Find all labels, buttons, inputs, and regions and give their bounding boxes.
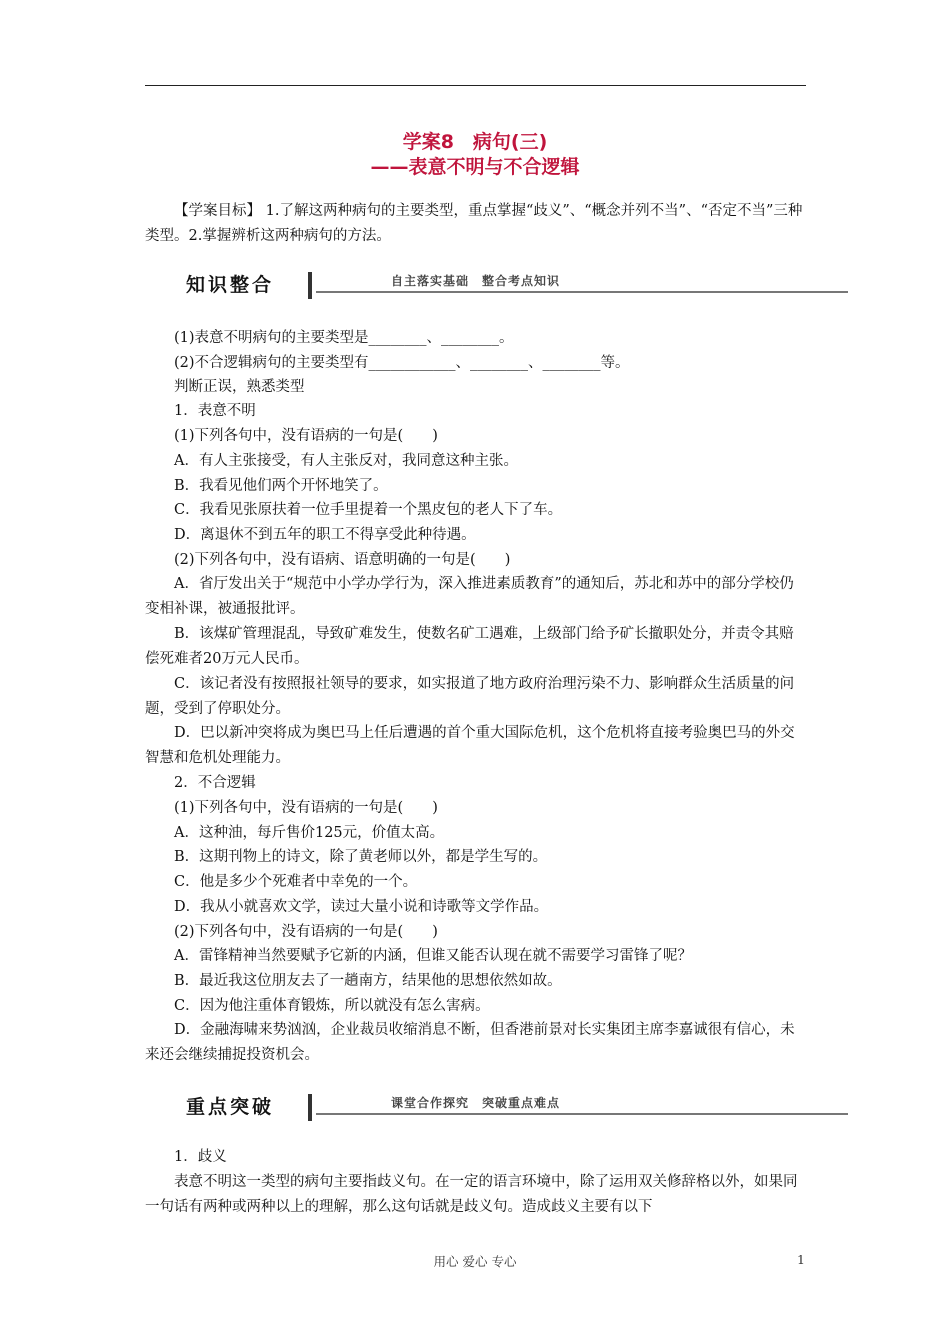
header-rule — [145, 85, 806, 86]
option: D．金融海啸来势汹汹，企业裁员收缩消息不断，但香港前景对长实集团主席李嘉诚很有信心，未来还会继续捕捉投资机会。 — [145, 1022, 795, 1063]
text-line: 1．歧义 — [174, 1149, 227, 1165]
question-stem: (2)下列各句中，没有语病的一句是( ) — [174, 924, 438, 940]
option: A．雷锋精神当然要赋予它新的内涵，但谁又能否认现在就不需要学习雷锋了呢？ — [174, 948, 692, 964]
option: C．我看见张原扶着一位手里提着一个黑皮包的老人下了车。 — [174, 502, 563, 518]
option: B．该煤矿管理混乱，导致矿难发生，使数名矿工遇难，上级部门给予矿长撤职处分，并责令其赔偿死难者20万元人民币。 — [145, 626, 794, 667]
section-banner-keypoints — [176, 1092, 848, 1122]
question-stem: (1)下列各句中，没有语病的一句是( ) — [174, 428, 438, 444]
option: A．这种油，每斤售价125元，价值太高。 — [174, 825, 445, 841]
page-number: 1 — [797, 1252, 805, 1267]
banner-divider — [308, 272, 312, 299]
section-tagline: 自主落实基础 整合考点知识 — [391, 274, 561, 288]
option: D．离退休不到五年的职工不得享受此种待遇。 — [174, 527, 476, 543]
question-stem: (1)下列各句中，没有语病的一句是( ) — [174, 800, 438, 816]
banner-divider — [308, 1094, 312, 1121]
section-banner-knowledge — [176, 270, 848, 300]
option: A．省厅发出关于“规范中小学办学行为，深入推进素质教育”的通知后，苏北和苏中的部分学校仍变相补课，被通报批评。 — [145, 576, 794, 617]
section-tagline: 课堂合作探究 突破重点难点 — [391, 1096, 561, 1110]
option: C．他是多少个死难者中幸免的一个。 — [174, 874, 418, 890]
question-stem: (2)下列各句中，没有语病、语意明确的一句是( ) — [174, 552, 511, 568]
option: D．我从小就喜欢文学，读过大量小说和诗歌等文学作品。 — [174, 899, 549, 915]
learning-objective: 【学案目标】 1.了解这两种病句的主要类型，重点掌握“歧义”、“概念并列不当”、“否定不当”三种类型。2.掌握辨析这两种病句的方法。 — [145, 203, 803, 244]
option: B．最近我这位朋友去了一趟南方，结果他的思想依然如故。 — [174, 973, 562, 989]
section-label: 重点突破 — [186, 1096, 275, 1118]
footer-motto: 用心 爱心 专心 — [433, 1254, 517, 1269]
text-line: 1．表意不明 — [174, 403, 256, 419]
option: B．这期刊物上的诗文，除了黄老师以外，都是学生写的。 — [174, 849, 548, 865]
option: D．巴以新冲突将成为奥巴马上任后遭遇的首个重大国际危机，这个危机将直接考验奥巴马的外交智慧和危机处理能力。 — [145, 725, 795, 766]
page-subtitle: ——表意不明与不合逻辑 — [370, 156, 580, 178]
option: C．该记者没有按照报社领导的要求，如实报道了地方政府治理污染不力、影响群众生活质量的问题，受到了停职处分。 — [145, 676, 795, 717]
banner-rule — [316, 291, 848, 293]
option: A．有人主张接受，有人主张反对，我同意这种主张。 — [174, 453, 518, 469]
section-label: 知识整合 — [186, 274, 275, 296]
banner-rule — [316, 1113, 848, 1115]
text-line: 2．不合逻辑 — [174, 775, 256, 791]
text-line: 判断正误，熟悉类型 — [174, 379, 305, 395]
option: C．因为他注重体育锻炼，所以就没有怎么害病。 — [174, 998, 490, 1014]
page-title: 学案8 病句(三) — [402, 131, 548, 153]
text-line: (2)不合逻辑病句的主要类型有____________、________、________等。 — [174, 355, 630, 371]
option: B．我看见他们两个开怀地笑了。 — [174, 478, 388, 494]
text-line: (1)表意不明病句的主要类型是________、________。 — [174, 330, 514, 346]
body-paragraph: 表意不明这一类型的病句主要指歧义句。在一定的语言环境中，除了运用双关修辞格以外，如果同一句话有两种或两种以上的理解，那么这句话就是歧义句。造成歧义主要有以下 — [145, 1174, 798, 1215]
